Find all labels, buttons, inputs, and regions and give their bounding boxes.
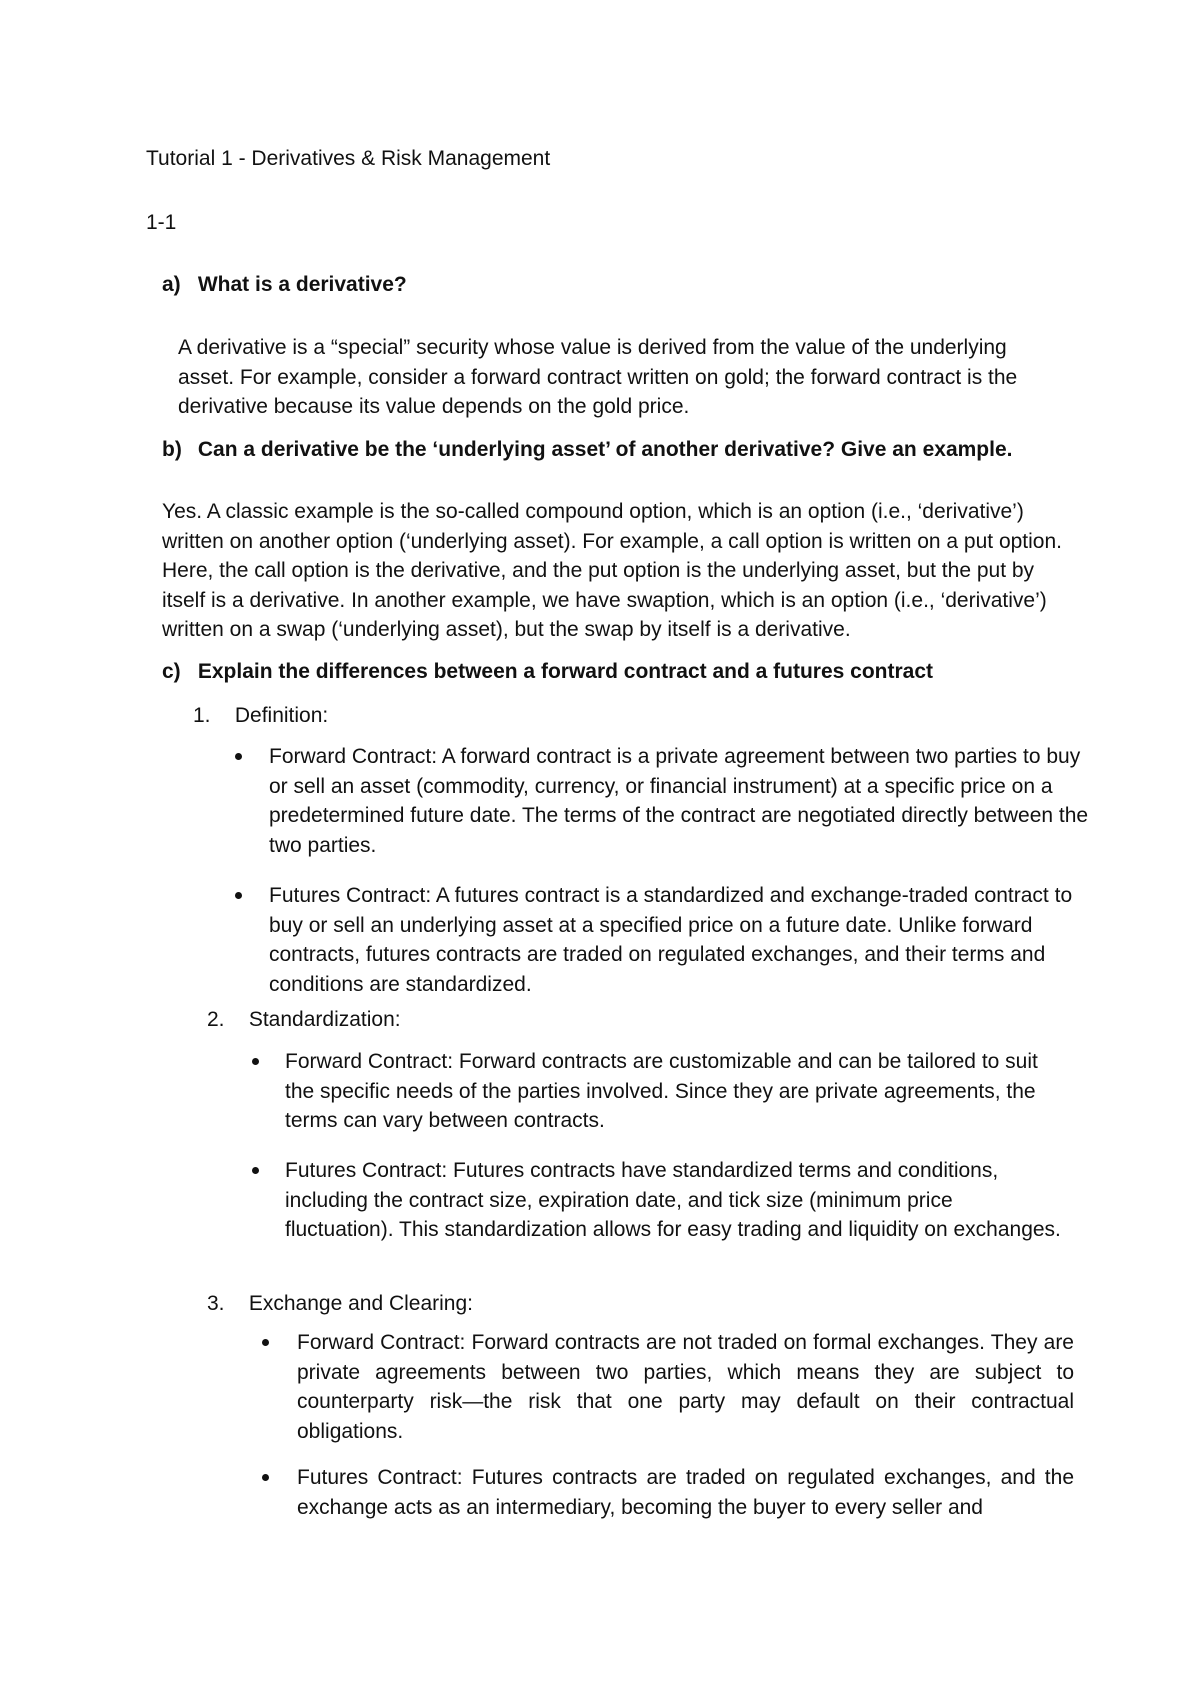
question-c-text: Explain the differences between a forward contract and a futures contract xyxy=(197,660,934,683)
section-number: 3. xyxy=(207,1292,225,1315)
bullet-icon xyxy=(252,1058,259,1065)
bullet-item: Futures Contract: A futures contract is a standardized and exchange-traded contract to buy or sell an underlying asset at a specified price on a future date. Unlike forward contracts, futures contracts are traded on regulated exchanges, and their terms and conditions are standardized. xyxy=(269,884,1073,996)
question-b-text: Can a derivative be the ‘underlying asset’ of another derivative? Give an example. xyxy=(197,438,1013,461)
page-title: Tutorial 1 - Derivatives & Risk Management xyxy=(146,147,551,170)
question-number: 1-1 xyxy=(146,211,177,234)
bullet-item: Futures Contract: Futures contracts have standardized terms and conditions, including the contract size, expiration date, and tick size (minimum price fluctuation). This standardization allows for easy trading and liquidity on exchanges. xyxy=(285,1159,1061,1241)
bullet-icon xyxy=(262,1339,269,1346)
bullet-item: Futures Contract: Futures contracts are traded on regulated exchanges, and the exchange acts as an intermediary, becoming the buyer to every seller and xyxy=(297,1466,1074,1519)
section-heading-standardization xyxy=(207,1005,401,1035)
bullet-icon xyxy=(262,1474,269,1481)
bullet-icon xyxy=(235,753,242,760)
bullet-icon xyxy=(235,892,242,899)
question-a-label: a) xyxy=(162,273,181,296)
answer-b: Yes. A classic example is the so-called compound option, which is an option (i.e., ‘derivative’) written on another option (‘underlying asset). For example, a call option is written on a put option. Here, the call option is the derivative, and the put option is the underlying asset, but the put by itself is a derivative. In another example, we have swaption, which is an option (i.e., ‘derivative’) written on a swap (‘underlying asset), but the swap by itself is a derivative. xyxy=(162,500,1062,641)
question-c-label: c) xyxy=(162,660,181,683)
bullet-item: Forward Contract: Forward contracts are not traded on formal exchanges. They are private agreements between two parties, which means they are subject to counterparty risk—the risk that one party may default on their contractual obligations. xyxy=(297,1331,1074,1443)
section-heading-text: Standardization: xyxy=(248,1008,401,1031)
section-number: 1. xyxy=(193,704,211,727)
question-b xyxy=(162,435,1012,465)
question-c xyxy=(162,657,933,687)
section-heading-text: Definition: xyxy=(234,704,329,727)
section-heading-definition xyxy=(193,701,328,731)
section-number: 2. xyxy=(207,1008,225,1031)
section-heading-exchange-clearing xyxy=(207,1289,473,1319)
question-a xyxy=(162,270,407,300)
section-heading-text: Exchange and Clearing: xyxy=(248,1292,473,1315)
question-a-text: What is a derivative? xyxy=(197,273,407,296)
bullet-item: Forward Contract: A forward contract is a private agreement between two parties to buy or sell an asset (commodity, currency, or financial instrument) at a specific price on a predetermined future date. The terms of the contract are negotiated directly between the two parties. xyxy=(269,745,1089,857)
bullet-icon xyxy=(252,1167,259,1174)
answer-a: A derivative is a “special” security whose value is derived from the value of the underlying asset. For example, consider a forward contract written on gold; the forward contract is the derivative because its value depends on the gold price. xyxy=(178,336,1018,418)
bullet-item: Forward Contract: Forward contracts are customizable and can be tailored to suit the specific needs of the parties involved. Since they are private agreements, the terms can vary between contracts. xyxy=(285,1050,1038,1132)
question-b-label: b) xyxy=(162,438,182,461)
